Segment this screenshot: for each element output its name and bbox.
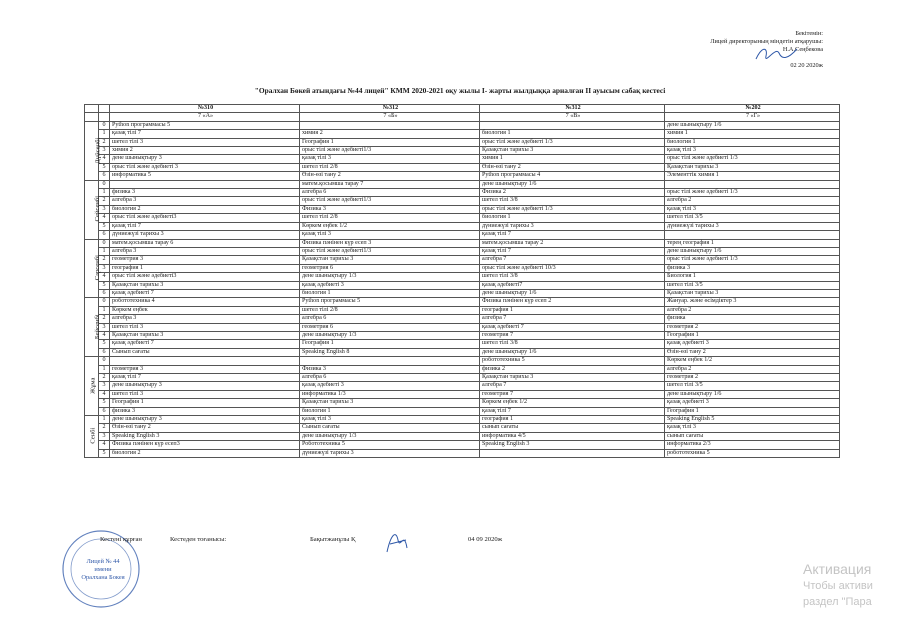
column-class-header: 7 «В» (480, 113, 665, 121)
lesson-cell: шетел тілі 3/8 (480, 197, 665, 205)
table-row (85, 247, 840, 255)
lesson-cell: геометрия 3 (110, 256, 300, 264)
lesson-number: 6 (99, 172, 110, 180)
lesson-cell: қазақ тілі 7 (110, 222, 300, 230)
lesson-cell: биология 2 (110, 205, 300, 213)
lesson-number: 2 (99, 138, 110, 146)
lesson-cell: геометрия 6 (300, 323, 480, 331)
table-row (85, 147, 840, 155)
lesson-number: 3 (99, 323, 110, 331)
lesson-cell: Қазақстан тарихы 3 (110, 331, 300, 339)
lesson-cell: шетел тілі 3/5 (665, 281, 840, 289)
lesson-cell: Python программасы 5 (300, 298, 480, 306)
lesson-cell: алгебра 2 (665, 365, 840, 373)
lesson-cell: Көркем еңбек 1/2 (665, 357, 840, 365)
lesson-cell: орыс тілі және әдебиеті 1/3 (480, 138, 665, 146)
table-row (85, 424, 840, 432)
lesson-cell: Физика 2 (480, 189, 665, 197)
lesson-cell: Биология 1 (665, 273, 840, 281)
lesson-number: 0 (99, 180, 110, 188)
lesson-cell: сынып сағаты (480, 424, 665, 432)
header-corner (85, 113, 99, 121)
lesson-number: 0 (99, 298, 110, 306)
table-row (85, 256, 840, 264)
lesson-number: 5 (99, 222, 110, 230)
table-row (85, 449, 840, 457)
reviewer-signature-icon (382, 526, 412, 556)
lesson-cell: география 1 (110, 264, 300, 272)
lesson-cell: қазақ тілі 7 (480, 247, 665, 255)
day-label: Сенбі (89, 427, 97, 445)
lesson-cell: Физика пәнінен күр есеп 2 (480, 298, 665, 306)
lesson-cell: қазақ әдебиеті 3 (665, 399, 840, 407)
table-row (85, 441, 840, 449)
lesson-cell: География 1 (665, 331, 840, 339)
lesson-number: 1 (99, 416, 110, 424)
lesson-cell: қазақ тілі 3 (665, 205, 840, 213)
approval-position: Лицей директорының міндетін атқарушы: (710, 38, 823, 46)
table-row (85, 407, 840, 415)
lesson-cell: Өзін-өзі тану 2 (665, 348, 840, 356)
lesson-cell: орыс тілі және әдебиеті1/3 (300, 247, 480, 255)
column-class-header: 7 «Б» (300, 113, 480, 121)
lesson-cell: қазақ тілі 3 (300, 231, 480, 239)
lesson-cell: қазақ тілі 3 (665, 424, 840, 432)
column-class-header: 7 «А» (110, 113, 300, 121)
table-row (85, 180, 840, 188)
lesson-cell: Қазақстан тарихы 3 (665, 289, 840, 297)
activation-line-1: Чтобы активи (803, 580, 873, 592)
lesson-cell: орыс тілі және әдебиеті 1/3 (665, 155, 840, 163)
lesson-cell: геометрия 6 (300, 264, 480, 272)
table-row (85, 323, 840, 331)
lesson-cell: физика 2 (480, 365, 665, 373)
lesson-cell: Физика 3 (300, 365, 480, 373)
table-row (85, 357, 840, 365)
lesson-cell: қазақ тілі 7 (480, 407, 665, 415)
lesson-cell: орыс тілі және әдебиеті 1/3 (665, 189, 840, 197)
lesson-cell: дене шынықтыру 3 (110, 416, 300, 424)
lesson-cell: орыс тілі және әдебиеті1/3 (300, 147, 480, 155)
approval-date: 02 20 2020ж (790, 61, 823, 69)
lesson-cell (480, 449, 665, 457)
lesson-cell: Көркем еңбек 1/2 (300, 222, 480, 230)
lesson-cell: қазақ тілі 7 (110, 374, 300, 382)
lesson-number: 1 (99, 365, 110, 373)
lesson-cell: информатика 1/3 (300, 390, 480, 398)
lesson-cell: алгебра 3 (110, 315, 300, 323)
table-row (85, 348, 840, 356)
lesson-cell: информатика 4/5 (480, 432, 665, 440)
lesson-cell: Робототехника 5 (300, 441, 480, 449)
lesson-cell: алгебра 3 (110, 197, 300, 205)
lesson-number: 1 (99, 306, 110, 314)
lesson-cell: физика (665, 315, 840, 323)
lesson-cell: Қазақстан тарихы 3 (480, 147, 665, 155)
lesson-number: 6 (99, 407, 110, 415)
column-room-header: №312 (480, 105, 665, 113)
lesson-cell: Физика 3 (300, 205, 480, 213)
lesson-number: 6 (99, 231, 110, 239)
lesson-cell: геометрия 2 (665, 374, 840, 382)
approval-heading: Бекітемін: (795, 30, 823, 37)
table-row (85, 399, 840, 407)
lesson-number: 2 (99, 424, 110, 432)
lesson-number: 5 (99, 449, 110, 457)
lesson-number: 0 (99, 239, 110, 247)
lesson-number: 0 (99, 357, 110, 365)
lesson-cell: Қазақстан тарихы 3 (665, 163, 840, 171)
lesson-cell: информатика 2/3 (665, 441, 840, 449)
lesson-cell: орыс тілі және әдебиеті 1/3 (665, 256, 840, 264)
lesson-cell: орыс тілі және әдебиеті1/3 (300, 197, 480, 205)
lesson-cell: Python программасы 4 (480, 172, 665, 180)
table-row (85, 382, 840, 390)
table-row (85, 121, 840, 129)
lesson-cell: химия 1 (665, 130, 840, 138)
lesson-cell: Speaking English 8 (300, 348, 480, 356)
lesson-cell: қазақ әдебиеті 7 (480, 323, 665, 331)
lesson-number: 4 (99, 273, 110, 281)
lesson-number: 2 (99, 315, 110, 323)
lesson-cell: информатика 5 (110, 172, 300, 180)
lesson-cell: шетел тілі 2/8 (300, 306, 480, 314)
lesson-cell (110, 180, 300, 188)
lesson-number: 4 (99, 214, 110, 222)
day-cell (85, 416, 99, 458)
lesson-cell: химия 2 (300, 130, 480, 138)
windows-activation-watermark (803, 560, 923, 610)
lesson-cell: қазақ тілі 7 (110, 130, 300, 138)
table-row (85, 340, 840, 348)
lesson-cell: дене шынықтыру 3 (110, 382, 300, 390)
lesson-cell: алгебра 6 (300, 189, 480, 197)
lesson-cell: Физика пәнінен күр есеп3 (110, 441, 300, 449)
lesson-number: 5 (99, 399, 110, 407)
lesson-cell: Жануар. және өсімдіктер 3 (665, 298, 840, 306)
stamp-line-2: Оралхана Бокея (81, 574, 125, 581)
lesson-cell: алгебра 7 (480, 315, 665, 323)
lesson-cell: Speaking English 3 (480, 441, 665, 449)
footer-date: 04 09 2020ж (468, 536, 503, 543)
table-row (85, 163, 840, 171)
lesson-cell: Сынып сағаты (110, 348, 300, 356)
table-row (85, 390, 840, 398)
lesson-cell: матем.қосымша тарау 6 (110, 239, 300, 247)
column-room-header: №202 (665, 105, 840, 113)
lesson-cell: сынып сағаты (665, 432, 840, 440)
activation-line-2: раздел "Пара (803, 596, 872, 608)
lesson-cell: Қазақстан тарихы 3 (480, 374, 665, 382)
lesson-cell: дүниежүзі тарихы 3 (110, 231, 300, 239)
table-row (85, 374, 840, 382)
lesson-cell: қазақ тілі 3 (300, 155, 480, 163)
lesson-number: 2 (99, 197, 110, 205)
lesson-number: 2 (99, 374, 110, 382)
lesson-cell: алгебра 3 (110, 247, 300, 255)
lesson-cell: алгебра 6 (300, 315, 480, 323)
day-cell (85, 180, 102, 239)
lesson-number: 4 (99, 441, 110, 449)
lesson-cell: терең география 1 (665, 239, 840, 247)
lesson-cell: қазақ әдебиеті 7 (110, 340, 300, 348)
lesson-cell: геометрия 2 (665, 323, 840, 331)
lesson-cell: шетел тілі 3/5 (665, 214, 840, 222)
lesson-number: 6 (99, 289, 110, 297)
lesson-cell: физика 3 (665, 264, 840, 272)
lesson-cell: химия 1 (480, 155, 665, 163)
lesson-cell: қазақ әдебиеті 7 (110, 289, 300, 297)
lesson-number: 3 (99, 147, 110, 155)
day-label: Сейсенбі (94, 196, 102, 222)
lesson-cell: қазақ әдебиеті 3 (665, 340, 840, 348)
lesson-cell: дүниежүзі тарихы 3 (300, 449, 480, 457)
table-row (85, 130, 840, 138)
day-label: Жұма (89, 377, 97, 394)
lesson-number: 3 (99, 382, 110, 390)
table-row (85, 273, 840, 281)
lesson-cell: биология 1 (480, 130, 665, 138)
lesson-number: 4 (99, 155, 110, 163)
footer-signer: Бақытжанұлы Қ (310, 536, 356, 543)
column-class-header: 7 «Г» (665, 113, 840, 121)
lesson-cell: дене шынықтыру 3 (110, 155, 300, 163)
lesson-cell: Көркем еңбек 1/2 (480, 399, 665, 407)
lesson-cell: Python программасы 5 (110, 121, 300, 129)
stamp-line-1: Лицей № 44 имени (86, 558, 120, 573)
lesson-cell: шетел тілі 3/8 (480, 340, 665, 348)
lesson-cell: орыс тілі және әдебиеті3 (110, 214, 300, 222)
lesson-cell: алгебра 6 (300, 374, 480, 382)
lesson-cell: орыс тілі және әдебиеті3 (110, 273, 300, 281)
lesson-cell: қазақ тілі 7 (480, 231, 665, 239)
lesson-cell: физика 3 (110, 407, 300, 415)
lesson-cell: орыс тілі және әдебиеті 3 (110, 163, 300, 171)
table-row (85, 197, 840, 205)
lesson-cell: География 1 (110, 399, 300, 407)
lesson-cell: биология 2 (110, 449, 300, 457)
footer-review-label: Кестеден тоғанысы: (170, 536, 227, 543)
lesson-number: 4 (99, 331, 110, 339)
lesson-cell: Өзін-өзі тану 2 (480, 163, 665, 171)
lesson-cell (300, 121, 480, 129)
table-row (85, 289, 840, 297)
lesson-cell (665, 180, 840, 188)
lesson-number: 5 (99, 340, 110, 348)
day-label: Бейсенбі (93, 314, 101, 340)
lesson-number: 4 (99, 390, 110, 398)
lesson-cell: биология 1 (300, 407, 480, 415)
table-row (85, 281, 840, 289)
lesson-cell: матем.қосымша тарау 7 (300, 180, 480, 188)
lesson-cell: робототехника 4 (110, 298, 300, 306)
lesson-cell: геометрия 3 (110, 365, 300, 373)
lesson-number: 3 (99, 205, 110, 213)
lesson-cell: география 1 (480, 416, 665, 424)
lesson-cell: қазақ тілі 3 (300, 416, 480, 424)
table-row (85, 298, 840, 306)
day-label: Дүйсенбі (94, 137, 102, 164)
lesson-cell: Speaking English 3 (110, 432, 300, 440)
lesson-number: 3 (99, 264, 110, 272)
table-row (85, 205, 840, 213)
lesson-cell: Қазақстан тарихы 3 (110, 281, 300, 289)
lesson-cell: алгебра 2 (665, 197, 840, 205)
lesson-cell (665, 231, 840, 239)
lesson-cell: қазақ әдебиеті7 (480, 281, 665, 289)
lesson-cell (480, 121, 665, 129)
lesson-cell: биология 1 (480, 214, 665, 222)
document-title: "Оралхан Бөкей атындағы №44 лицей" КММ 2020-2021 оқу жылы I- жарты жылдыққа арналған II ауысым сабақ кестесі (254, 86, 666, 95)
table-row (85, 172, 840, 180)
lesson-cell: геометрия 7 (480, 331, 665, 339)
lesson-cell: шетел тілі 2/8 (300, 214, 480, 222)
lesson-cell: алгебра 7 (480, 382, 665, 390)
lesson-cell: физика 3 (110, 189, 300, 197)
lesson-cell: дене шынықтыру 1/6 (480, 289, 665, 297)
lesson-cell: дене шынықтыру 1/6 (665, 121, 840, 129)
lesson-cell: биология 1 (300, 289, 480, 297)
table-row (85, 222, 840, 230)
lesson-cell: қазақ әдебиеті 3 (300, 382, 480, 390)
lesson-cell: дене шынықтыру 1/6 (480, 180, 665, 188)
header-corner (99, 113, 110, 121)
lesson-cell: алгебра 2 (665, 306, 840, 314)
lesson-cell: химия 2 (110, 147, 300, 155)
lesson-cell: қазақ әдебиеті 3 (300, 281, 480, 289)
lesson-cell (110, 357, 300, 365)
day-cell (85, 357, 99, 416)
lesson-cell: дүниежүзі тарихы 3 (665, 222, 840, 230)
lesson-number: 0 (99, 121, 110, 129)
lesson-cell: шетел тілі 3 (110, 323, 300, 331)
header-corner (85, 105, 99, 113)
lesson-cell: робототехника 5 (665, 449, 840, 457)
lesson-number: 1 (99, 247, 110, 255)
lesson-cell: дене шынықтыру 1/3 (300, 331, 480, 339)
lesson-cell: алгебра 7 (480, 256, 665, 264)
lesson-number: 2 (99, 256, 110, 264)
lesson-cell: Қазақстан тарихы 3 (300, 399, 480, 407)
lesson-cell: робототехника 5 (480, 357, 665, 365)
day-cell (85, 298, 99, 357)
lesson-cell: Қазақстан тарихы 3 (300, 256, 480, 264)
lesson-cell: Элементтік химия 1 (665, 172, 840, 180)
lesson-cell: дене шынықтыру 1/6 (665, 390, 840, 398)
footer-author: Кестені құрған (100, 536, 142, 543)
lesson-cell (300, 357, 480, 365)
table-row (85, 155, 840, 163)
day-cell (85, 121, 102, 180)
lesson-cell: шетел тілі 2/8 (300, 163, 480, 171)
lesson-cell: орыс тілі және әдебиеті 1/3 (480, 205, 665, 213)
lesson-cell: орыс тілі және әдебиеті 10/3 (480, 264, 665, 272)
table-row (85, 315, 840, 323)
lesson-cell: дене шынықтыру 1/6 (665, 247, 840, 255)
table-row (85, 264, 840, 272)
lesson-cell: дене шынықтыру 1/3 (300, 432, 480, 440)
lesson-cell: Сынып сағаты (300, 424, 480, 432)
schedule-table (84, 104, 840, 458)
lesson-cell: География 1 (665, 407, 840, 415)
lesson-cell: шетел тілі 3/8 (480, 273, 665, 281)
stamp-text (78, 558, 128, 582)
table-row (85, 138, 840, 146)
lesson-cell: География 1 (300, 138, 480, 146)
lesson-cell: дүниежүзі тарихы 3 (480, 222, 665, 230)
director-signature-icon (752, 44, 800, 64)
table-row (85, 231, 840, 239)
table-row (85, 189, 840, 197)
column-room-header: №310 (110, 105, 300, 113)
lesson-cell: шетел тілі 3 (110, 390, 300, 398)
lesson-cell: Өзін-өзі тану 2 (110, 424, 300, 432)
lesson-cell: дене шынықтыру 1/3 (300, 273, 480, 281)
lesson-cell: география 1 (480, 306, 665, 314)
lesson-cell: дене шынықтыру 1/6 (480, 348, 665, 356)
lesson-cell: геометрия 7 (480, 390, 665, 398)
column-room-header: №312 (300, 105, 480, 113)
approval-name: Н.А.Сеңбекова (782, 46, 823, 54)
lesson-number: 5 (99, 163, 110, 171)
lesson-number: 1 (99, 189, 110, 197)
lesson-cell: шетел тілі 3/5 (665, 382, 840, 390)
lesson-cell: Физика пәнінен күр есеп 3 (300, 239, 480, 247)
table-row (85, 239, 840, 247)
lesson-cell: шетел тілі 3 (110, 138, 300, 146)
lesson-number: 5 (99, 281, 110, 289)
table-row (85, 306, 840, 314)
lesson-cell: қазақ тілі 3 (665, 147, 840, 155)
lesson-cell: Өзін-өзі тану 2 (300, 172, 480, 180)
table-row (85, 416, 840, 424)
table-row (85, 432, 840, 440)
lesson-cell: География 1 (300, 340, 480, 348)
header-corner (99, 105, 110, 113)
lesson-cell: Көркем еңбек (110, 306, 300, 314)
table-row (85, 365, 840, 373)
lesson-number: 1 (99, 130, 110, 138)
day-label: Сәрсенбі (93, 255, 101, 281)
lesson-cell: биология 1 (665, 138, 840, 146)
activation-title: Активация (803, 561, 872, 577)
day-cell (85, 239, 99, 298)
table-row (85, 214, 840, 222)
table-row (85, 331, 840, 339)
lesson-cell: матем.қосымша тарау 2 (480, 239, 665, 247)
lesson-cell: Speaking English 5 (665, 416, 840, 424)
lesson-number: 3 (99, 432, 110, 440)
lesson-number: 6 (99, 348, 110, 356)
